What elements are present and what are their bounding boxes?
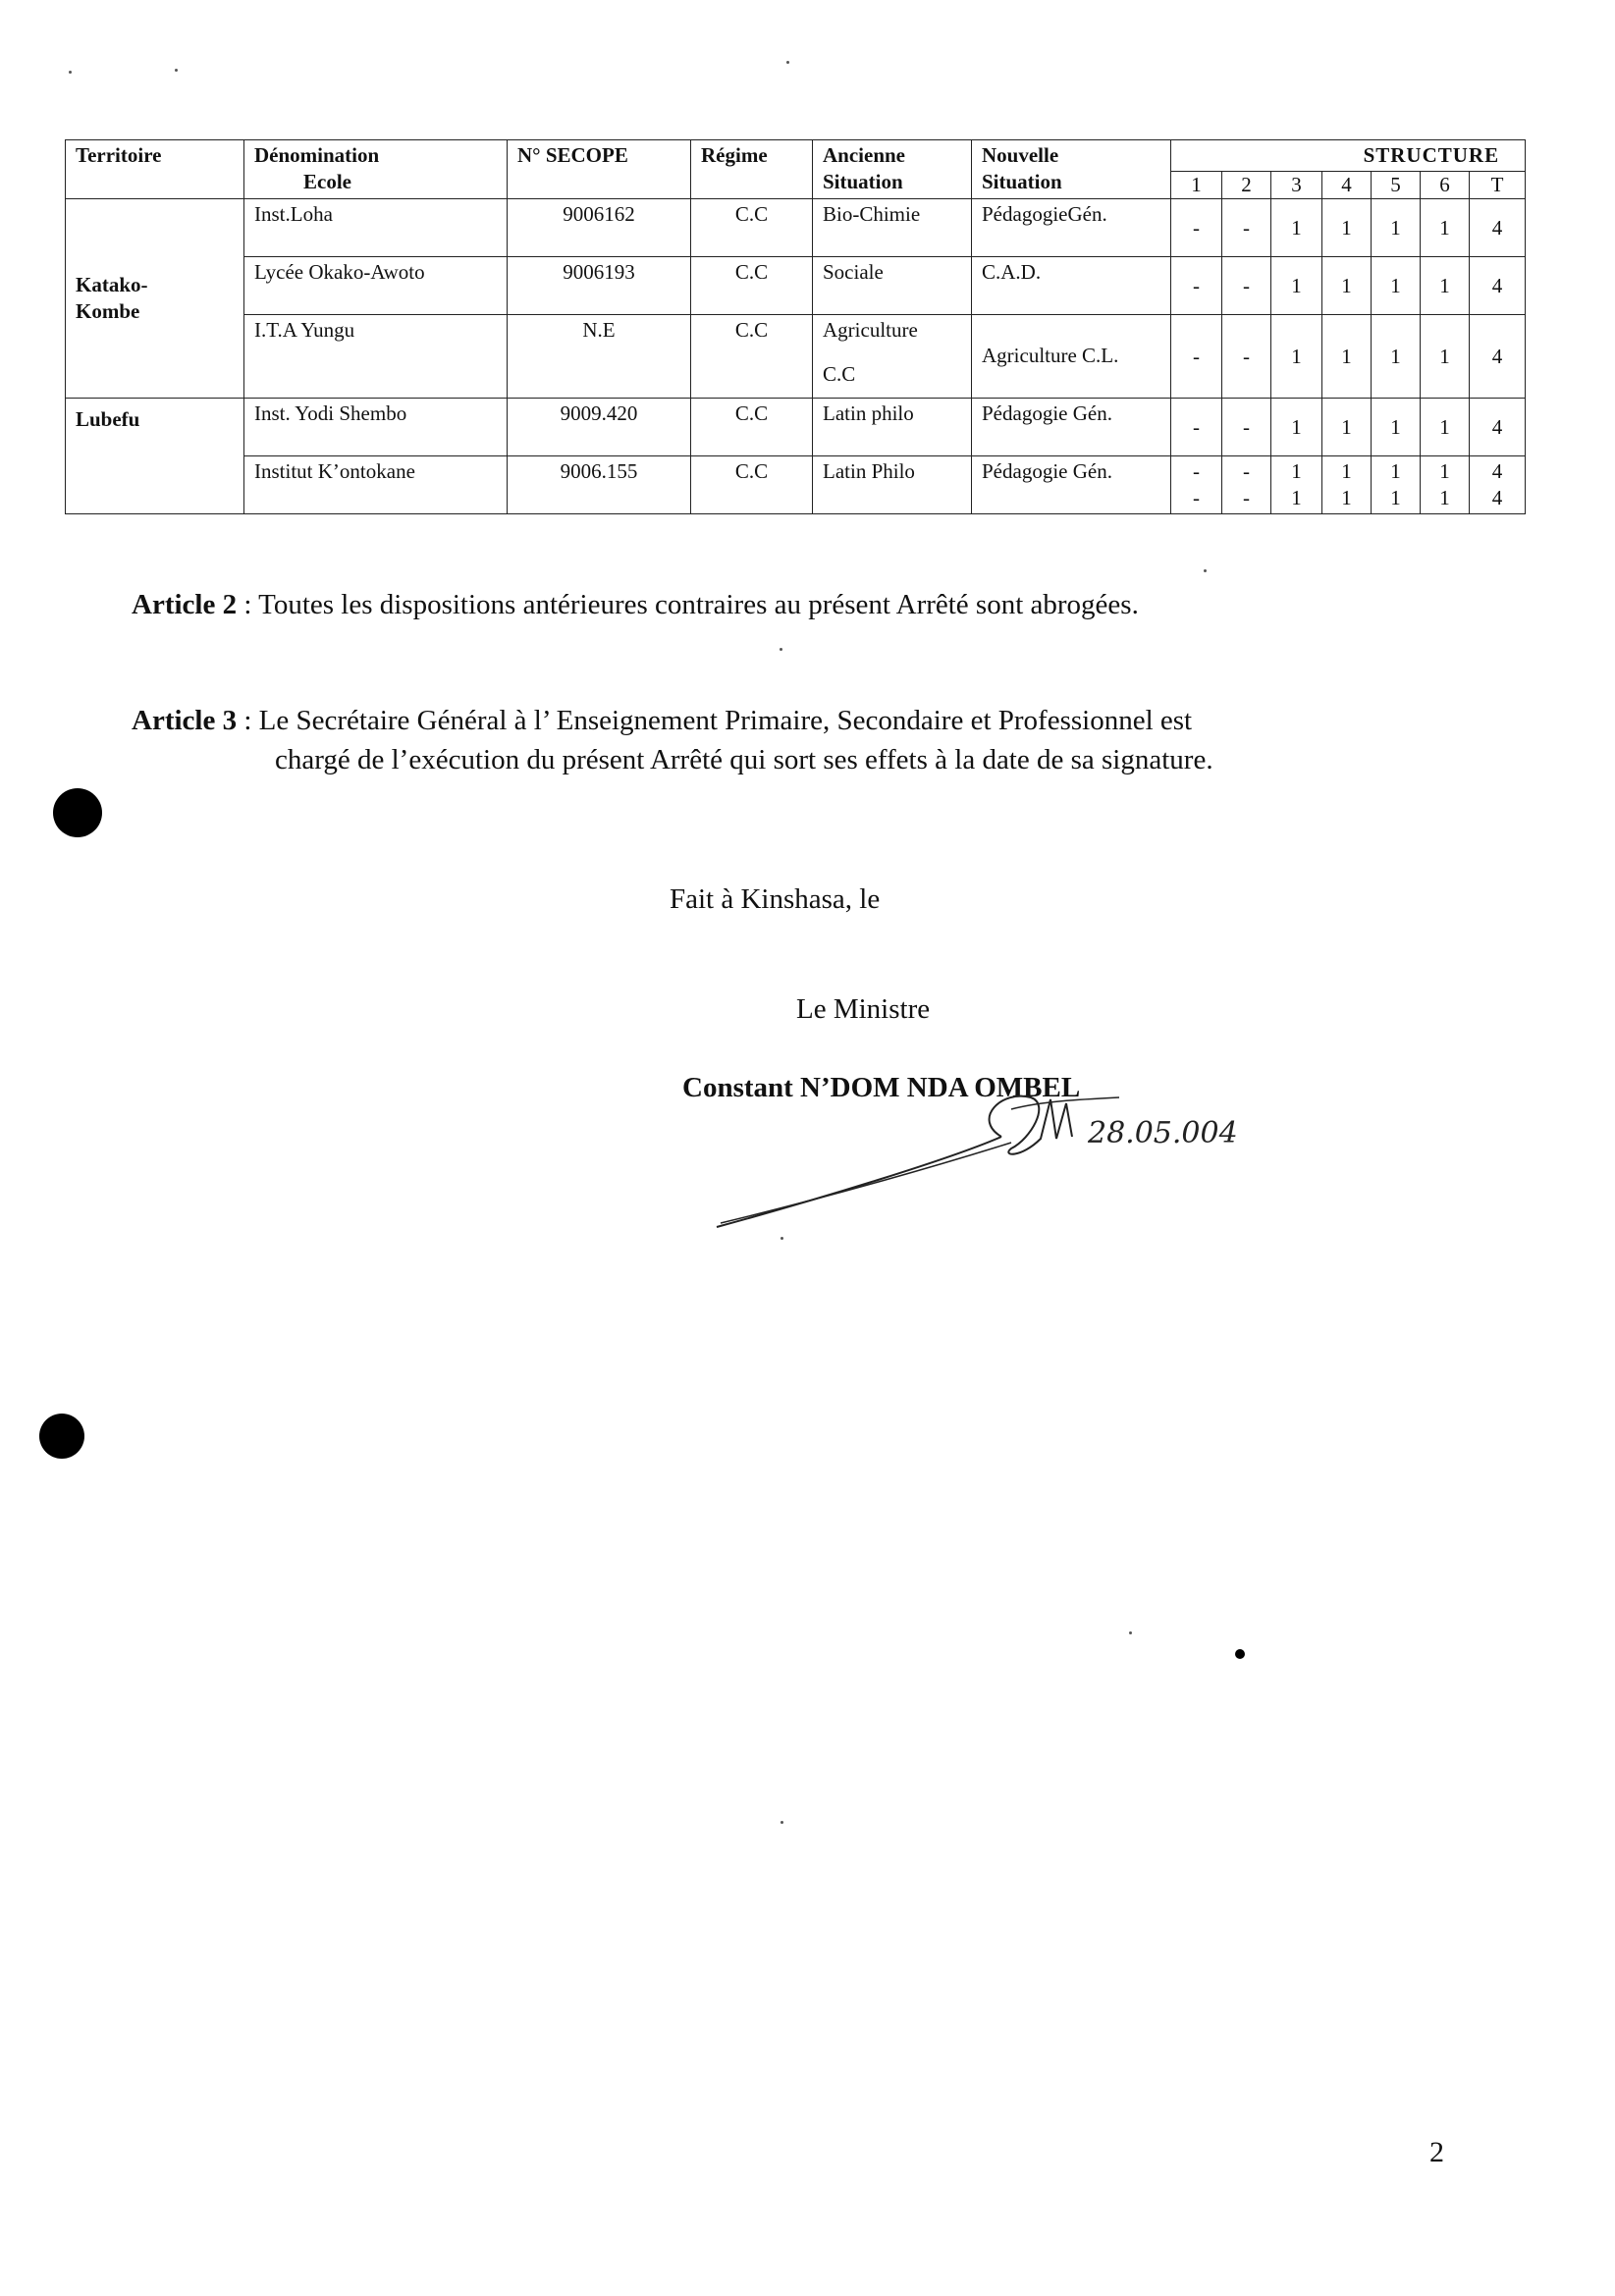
cell-structure-total: 4 [1470,315,1526,399]
cell-structure-5-b: 1 [1390,486,1401,509]
cell-structure-4-b: 1 [1341,486,1352,509]
cell-structure-2-b: - [1243,486,1250,509]
cell-structure-3: 1 [1271,199,1322,257]
cell-structure-1: - [1171,315,1222,399]
cell-ancienne-line1: Agriculture [823,318,918,342]
cell-ancienne: Bio-Chimie [813,199,972,257]
cell-structure-1: - [1171,257,1222,315]
cell-structure-5: 1 [1372,257,1421,315]
cell-structure-1 [1171,456,1222,514]
territory-lubefu: Lubefu [66,399,244,514]
article-3-text-line1: : Le Secrétaire Général à l’ Enseignement Primaire, Secondaire et Professionnel est [243,705,1193,736]
cell-structure-1: - [1171,399,1222,456]
cell-structure-2: - [1222,257,1271,315]
cell-nouvelle: PédagogieGén. [972,199,1171,257]
cell-regime: C.C [691,399,813,456]
punch-hole-top [53,788,102,837]
cell-structure-1-a: - [1193,459,1200,483]
cell-structure-6: 1 [1421,399,1470,456]
scan-speck [781,1821,783,1824]
structure-col-6: 6 [1421,172,1470,199]
territory-katako-line2: Kombe [76,299,140,323]
cell-structure-5: 1 [1372,399,1421,456]
cell-ancienne: Latin Philo [813,456,972,514]
cell-structure-5 [1372,456,1421,514]
minister-title: Le Ministre [796,993,931,1025]
cell-structure-4: 1 [1322,199,1372,257]
place-date-line: Fait à Kinshasa, le [670,883,881,915]
article-3 [132,701,1369,779]
cell-secope: N.E [508,315,691,399]
header-secope: N° SECOPE [508,140,691,199]
cell-secope: 9006.155 [508,456,691,514]
table-row [66,399,1526,456]
territory-katako-kombe [66,199,244,399]
header-denomination-line1: Dénomination [254,143,380,167]
cell-structure-3: 1 [1271,315,1322,399]
header-regime: Régime [691,140,813,199]
scan-speck [780,648,782,651]
cell-structure-3-b: 1 [1291,486,1302,509]
cell-structure-1-b: - [1193,486,1200,509]
scan-speck [69,71,72,74]
cell-structure-6-a: 1 [1439,459,1450,483]
cell-structure-total [1470,456,1526,514]
cell-structure-5: 1 [1372,199,1421,257]
cell-structure-4: 1 [1322,399,1372,456]
cell-structure-5: 1 [1372,315,1421,399]
structure-col-1: 1 [1171,172,1222,199]
structure-col-4: 4 [1322,172,1372,199]
cell-structure-3 [1271,456,1322,514]
cell-structure-2: - [1222,315,1271,399]
cell-structure-total: 4 [1470,399,1526,456]
cell-nouvelle: Pédagogie Gén. [972,399,1171,456]
cell-structure-total-b: 4 [1491,486,1503,509]
header-nouvelle-line2: Situation [982,170,1062,193]
cell-regime: C.C [691,456,813,514]
table-header-row [66,140,1526,172]
cell-structure-2-a: - [1243,459,1250,483]
header-denomination [244,140,508,199]
cell-structure-6: 1 [1421,315,1470,399]
cell-ecole: Inst. Yodi Shembo [244,399,508,456]
structure-col-2: 2 [1222,172,1271,199]
header-ancienne-line1: Ancienne [823,143,905,167]
cell-regime: C.C [691,315,813,399]
cell-ancienne-line2: C.C [823,362,856,386]
article-2-label: Article 2 [132,589,238,620]
minister-name: Constant N’DOM NDA OMBEL [682,1072,1081,1103]
article-3-text-line2: chargé de l’exécution du présent Arrêté qui sort ses effets à la date de sa signature. [275,744,1213,775]
cell-structure-4: 1 [1322,315,1372,399]
cell-ancienne: Latin philo [813,399,972,456]
signature-date: 28.05.004 [1088,1116,1238,1150]
header-territoire: Territoire [66,140,244,199]
structure-col-5: 5 [1372,172,1421,199]
cell-structure-6-b: 1 [1439,486,1450,509]
cell-structure-total-a: 4 [1491,459,1503,483]
scan-speck [1129,1631,1132,1634]
territory-katako-line1: Katako- [76,273,148,296]
cell-structure-4-a: 1 [1341,459,1352,483]
cell-structure-5-a: 1 [1390,459,1401,483]
table-row [66,199,1526,257]
cell-structure-4: 1 [1322,257,1372,315]
header-nouvelle [972,140,1171,199]
cell-structure-2: - [1222,399,1271,456]
header-ancienne-line2: Situation [823,170,903,193]
article-2-text: : Toutes les dispositions antérieures contraires au présent Arrêté sont abrogées. [243,589,1139,620]
cell-structure-total: 4 [1470,199,1526,257]
cell-structure-2: - [1222,199,1271,257]
scan-speck [786,61,789,64]
cell-regime: C.C [691,257,813,315]
article-2 [132,585,1369,624]
cell-ancienne: Sociale [813,257,972,315]
cell-secope: 9006193 [508,257,691,315]
cell-structure-6: 1 [1421,257,1470,315]
cell-structure-2 [1222,456,1271,514]
table-row [66,257,1526,315]
cell-ancienne [813,315,972,399]
cell-structure-3: 1 [1271,399,1322,456]
handwritten-signature [707,1080,1238,1247]
cell-ecole: I.T.A Yungu [244,315,508,399]
page-number: 2 [1429,2136,1444,2168]
cell-structure-3: 1 [1271,257,1322,315]
punch-hole-bottom [39,1414,84,1459]
cell-ecole: Lycée Okako-Awoto [244,257,508,315]
cell-nouvelle: Pédagogie Gén. [972,456,1171,514]
cell-structure-4 [1322,456,1372,514]
header-nouvelle-line1: Nouvelle [982,143,1059,167]
ink-dot [1235,1649,1245,1659]
cell-ecole: Institut K’ontokane [244,456,508,514]
cell-secope: 9006162 [508,199,691,257]
cell-nouvelle-text: Agriculture C.L. [982,344,1119,367]
cell-nouvelle: C.A.D. [972,257,1171,315]
structure-col-3: 3 [1271,172,1322,199]
cell-structure-total: 4 [1470,257,1526,315]
header-denomination-line2: Ecole [303,170,351,193]
scan-speck [1204,569,1207,572]
cell-structure-3-a: 1 [1291,459,1302,483]
cell-ecole: Inst.Loha [244,199,508,257]
header-structure: STRUCTURE [1171,140,1526,172]
cell-secope: 9009.420 [508,399,691,456]
cell-structure-6: 1 [1421,199,1470,257]
table-row [66,456,1526,514]
structure-col-total: T [1470,172,1526,199]
scan-speck [175,69,178,72]
cell-regime: C.C [691,199,813,257]
schools-table [65,139,1526,514]
table-row [66,315,1526,399]
scan-speck [781,1237,783,1240]
cell-structure-6 [1421,456,1470,514]
header-ancienne [813,140,972,199]
cell-structure-1: - [1171,199,1222,257]
cell-nouvelle [972,315,1171,399]
article-3-label: Article 3 [132,705,238,736]
